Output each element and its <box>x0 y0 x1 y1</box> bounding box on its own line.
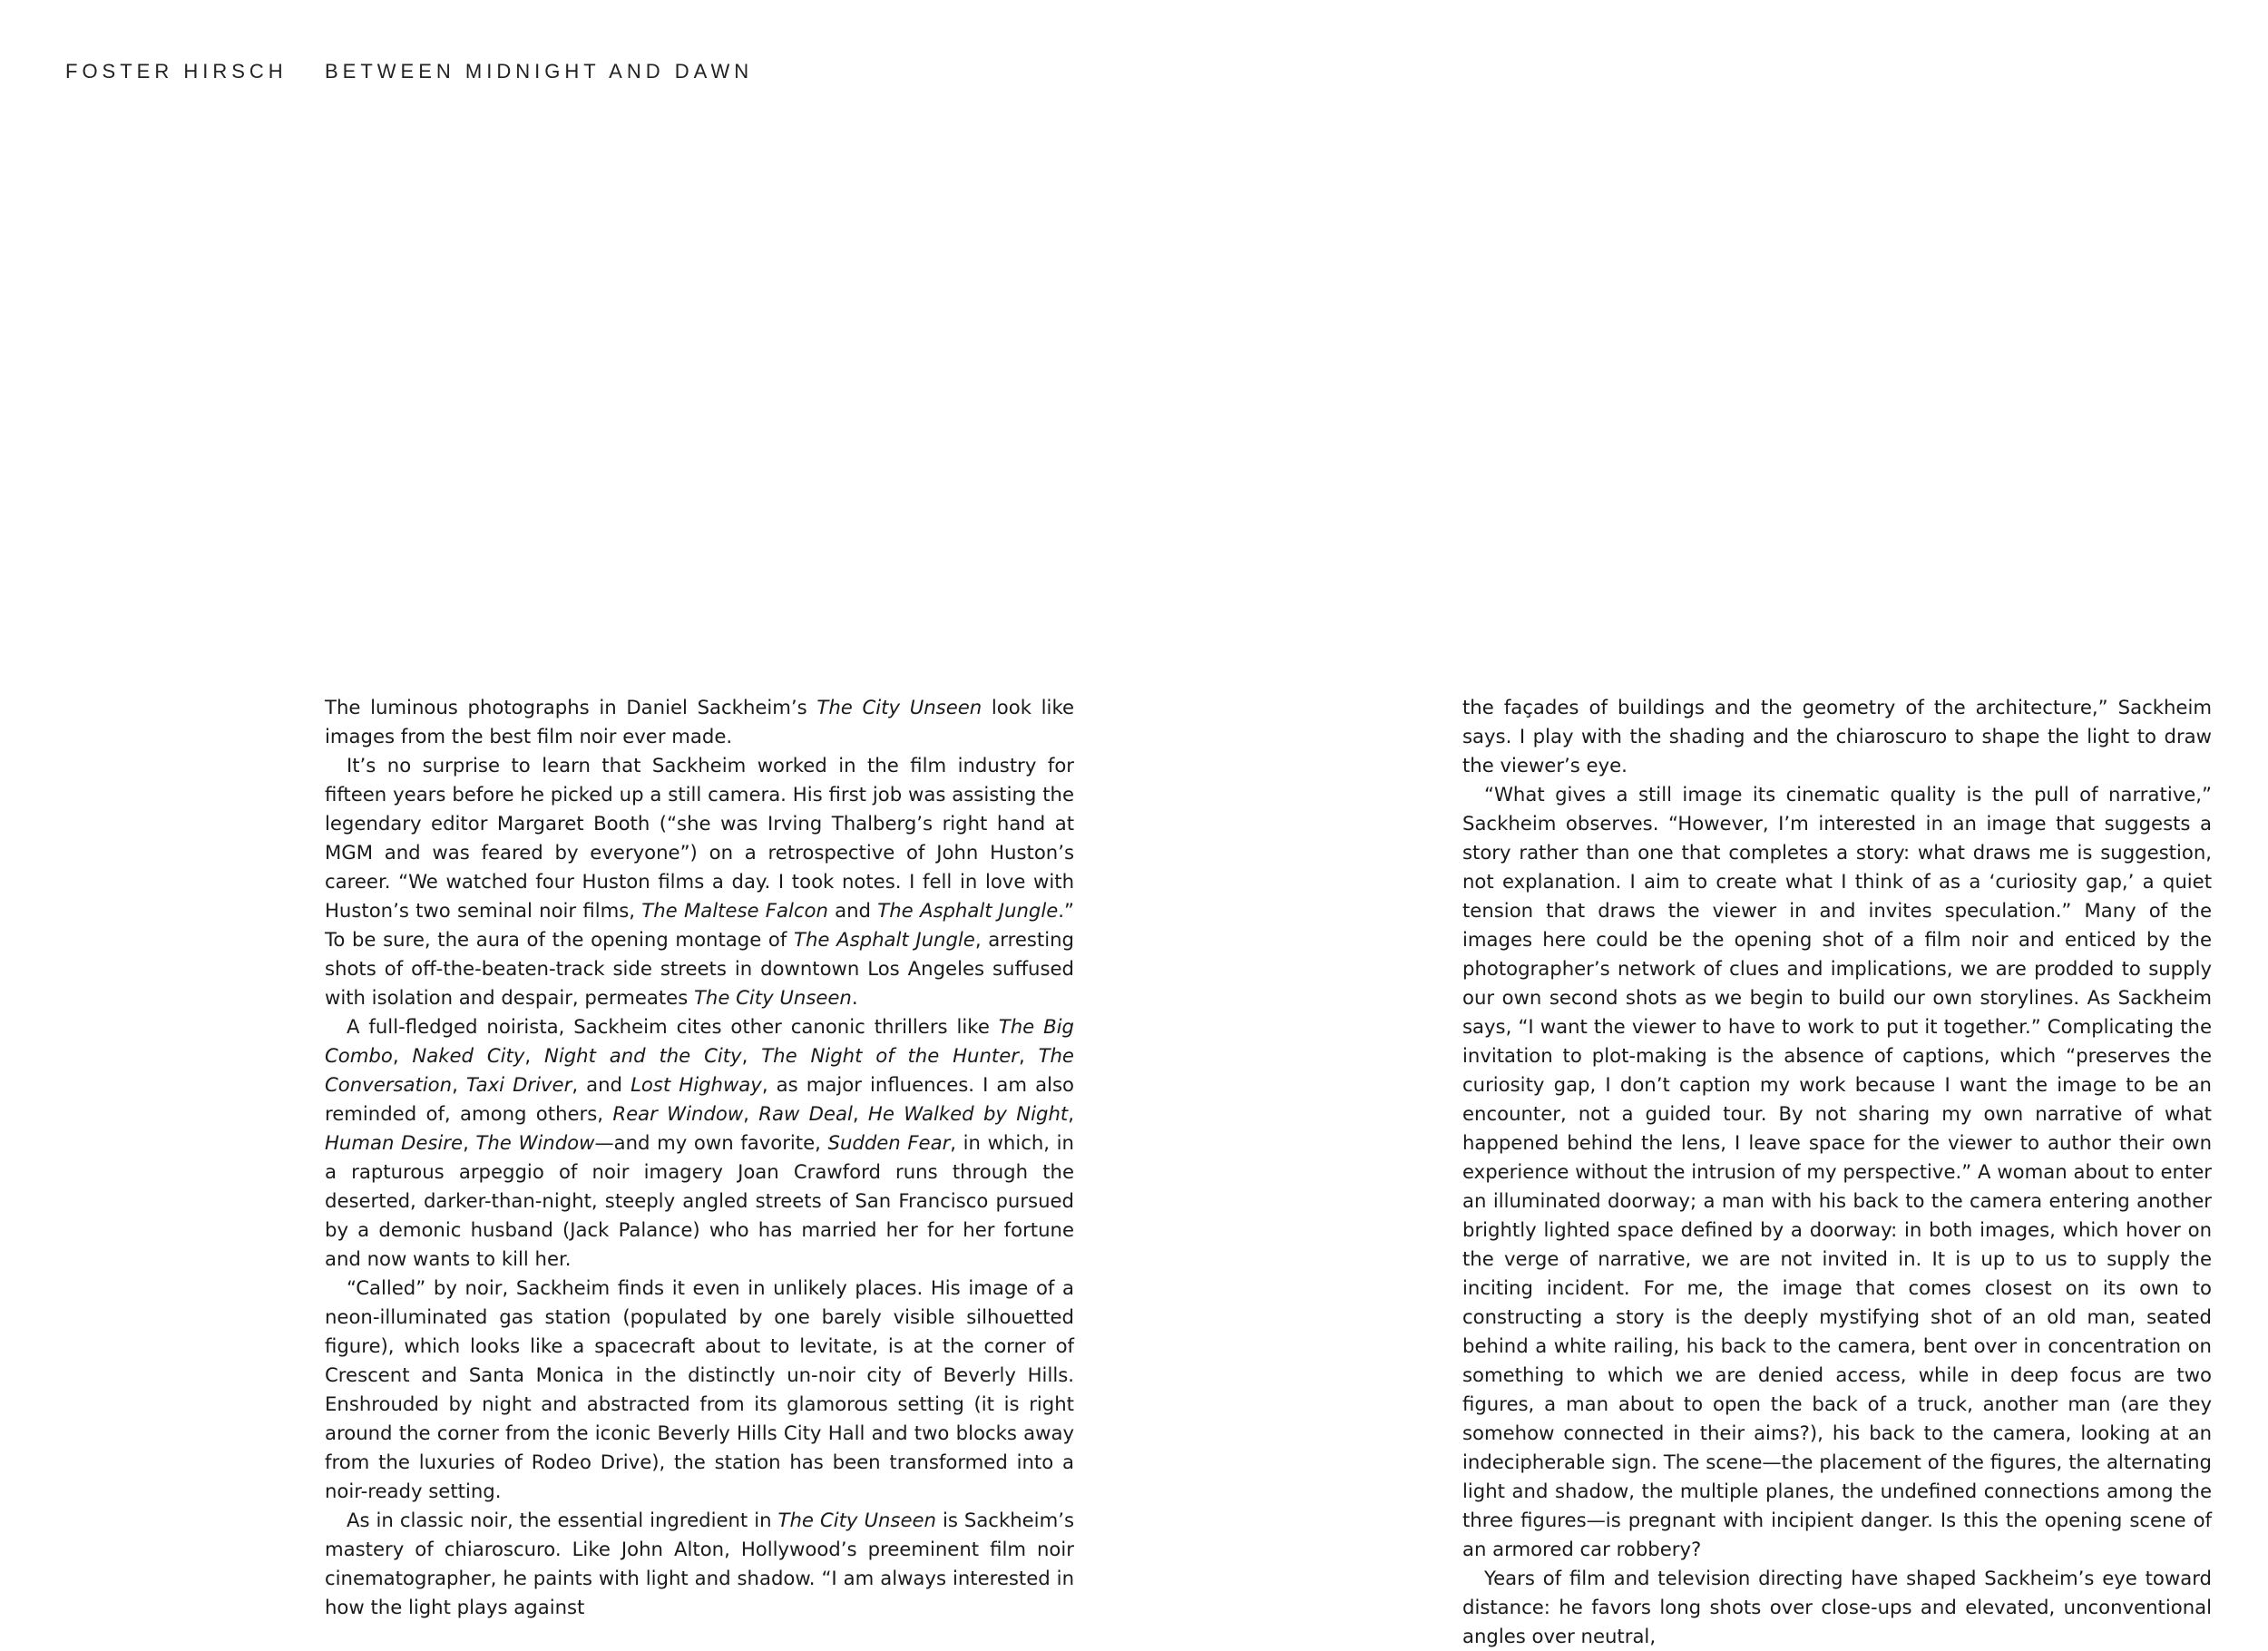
body-paragraph <box>325 1274 1074 1506</box>
paragraph-text: A full-fledged noirista, Sackheim cites other canonic thrillers like <box>347 1015 999 1038</box>
body-paragraph <box>325 693 1074 751</box>
italic-title-text: The Asphalt Jungle <box>794 928 975 951</box>
paragraph-text: As in classic noir, the essential ingredient in <box>347 1509 778 1531</box>
paragraph-text: , <box>743 1102 759 1125</box>
paragraph-text: .” To be sure, the aura of the opening montage of <box>325 899 1074 951</box>
paragraph-text: and <box>827 899 878 922</box>
running-head-author: FOSTER HIRSCH <box>65 60 288 83</box>
italic-title-text: Lost Highway <box>631 1073 762 1096</box>
paragraph-text: , <box>741 1044 762 1067</box>
paragraph-text: , <box>1018 1044 1039 1067</box>
paragraph-text: , and <box>572 1073 631 1096</box>
italic-title-text: The Night of the Hunter <box>761 1044 1019 1067</box>
italic-title-text: The Window <box>475 1131 595 1154</box>
paragraph-text: , <box>452 1073 466 1096</box>
italic-title-text: He Walked by Night <box>867 1102 1069 1125</box>
paragraph-text: “Called” by noir, Sackheim finds it even in unlikely places. His image of a neon-illuminated gas station (populated by one barely visible silhouetted figure), which looks like a spacecraft about to levitate, is at the corner of Crescent and Santa Monica in the distinctly un-noir city of Beverly Hills. Enshrouded by night and abstracted from its glamorous setting (it is right around the corner from the iconic Beverly Hills City Hall and two blocks away from the luxuries of Rodeo Drive), the station has been transformed into a noir-ready setting. <box>325 1276 1074 1502</box>
paragraph-text: . <box>851 986 858 1009</box>
paragraph-text: , <box>524 1044 544 1067</box>
paragraph-text: —and my own favorite, <box>594 1131 828 1154</box>
italic-title-text: The Conversation <box>325 1044 1074 1096</box>
italic-title-text: The Asphalt Jungle <box>877 899 1059 922</box>
paragraph-text: , in which, in a rapturous arpeggio of noir imagery Joan Crawford runs through the deserted, darker-than-night, steeply angled streets of San Francisco pursued by a demonic husband (Jack Palance) who has married her for her fortune and now wants to kill her. <box>325 1131 1074 1270</box>
body-paragraph <box>1462 693 2212 780</box>
italic-title-text: Sudden Fear <box>827 1131 951 1154</box>
paragraph-text: , <box>392 1044 413 1067</box>
italic-title-text: The City Unseen <box>693 986 852 1009</box>
italic-title-text: The City Unseen <box>816 696 982 718</box>
paragraph-text: is Sackheim’s mastery of chiaroscuro. Like John Alton, Hollywood’s preeminent film noir cinematographer, he paints with light and shadow. “I am always interested in how the light plays against <box>325 1509 1074 1618</box>
paragraph-text: the façades of buildings and the geometry of the architecture,” Sackheim says. I play with the shading and the chiaroscuro to shape the light to draw the viewer’s eye. <box>1462 696 2212 777</box>
paragraph-text: , arresting shots of off-the-beaten-track side streets in downtown Los Angeles suffused with isolation and despair, permeates <box>325 928 1074 1009</box>
paragraph-text: , <box>463 1131 476 1154</box>
italic-title-text: Raw Deal <box>758 1102 853 1125</box>
italic-title-text: The Big Combo <box>325 1015 1074 1067</box>
italic-title-text: The City Unseen <box>777 1509 936 1531</box>
italic-title-text: Naked City <box>412 1044 525 1067</box>
body-paragraph <box>325 1012 1074 1274</box>
italic-title-text: Taxi Driver <box>465 1073 572 1096</box>
paragraph-text: look like images from the best film noir ever made. <box>325 696 1074 747</box>
left-text-column <box>325 693 1074 1622</box>
paragraph-text: The luminous photographs in Daniel Sackheim’s <box>325 696 817 718</box>
running-head-title: BETWEEN MIDNIGHT AND DAWN <box>325 60 754 83</box>
body-paragraph <box>1462 1564 2212 1651</box>
paragraph-text: “What gives a still image its cinematic quality is the pull of narrative,” Sackheim observes. “However, I’m interested in an image that suggests a story rather than one that completes a story: what draws me is suggestion, not explanation. I aim to create what I think of as a ‘curiosity gap,’ a quiet tension that draws the viewer in and invites speculation.” Many of the images here could be the opening shot of a film noir and enticed by the photographer’s network of clues and implications, we are prodded to supply our own second shots as we begin to build our own storylines. As Sackheim says, “I want the viewer to have to work to put it together.” Complicating the invitation to plot-making is the absence of captions, which “preserves the curiosity gap, I don’t caption my work because I want the image to be an encounter, not a guided tour. By not sharing my own narrative of what happened behind the lens, I leave space for the viewer to author their own experience without the intrusion of my perspective.” A woman about to enter an illuminated doorway; a man with his back to the camera entering another brightly lighted space defined by a doorway: in both images, which hover on the verge of narrative, we are not invited in. It is up to us to supply the inciting incident. For me, the image that comes closest on its own to constructing a story is the deeply mystifying shot of an old man, seated behind a white railing, his back to the camera, bent over in concentration on something to which we are denied access, while in deep focus are two figures, a man about to open the back of a truck, another man (are they somehow connected in their aims?), his back to the camera, looking at an indecipherable sign. The scene—the placement of the figures, the alternating light and shadow, the multiple planes, the undefined connections among the three figures—is pregnant with incipient danger. Is this the opening scene of an armored car robbery? <box>1462 783 2212 1560</box>
italic-title-text: Rear Window <box>612 1102 744 1125</box>
italic-title-text: Night and the City <box>543 1044 742 1067</box>
body-paragraph <box>1462 780 2212 1564</box>
paragraph-text: Years of film and television directing have shaped Sackheim’s eye toward distance: he favors long shots over close-ups and elevated, unconventional angles over neutral, <box>1462 1567 2212 1647</box>
right-text-column <box>1462 693 2212 1651</box>
paragraph-text: It’s no surprise to learn that Sackheim worked in the film industry for fifteen years before he picked up a still camera. His first job was assisting the legendary editor Margaret Booth (“she was Irving Thalberg’s right hand at MGM and was feared by everyone”) on a retrospective of John Huston’s career. “We watched four Huston films a day. I took notes. I fell in love with Huston’s two seminal noir films, <box>325 754 1074 922</box>
body-paragraph <box>325 751 1074 1012</box>
italic-title-text: The Maltese Falcon <box>641 899 828 922</box>
body-paragraph <box>325 1506 1074 1622</box>
paragraph-text: , <box>852 1102 868 1125</box>
italic-title-text: Human Desire <box>325 1131 464 1154</box>
paragraph-text: , <box>1068 1102 1074 1125</box>
paragraph-text: , as major influences. I am also reminded of, among others, <box>325 1073 1074 1125</box>
